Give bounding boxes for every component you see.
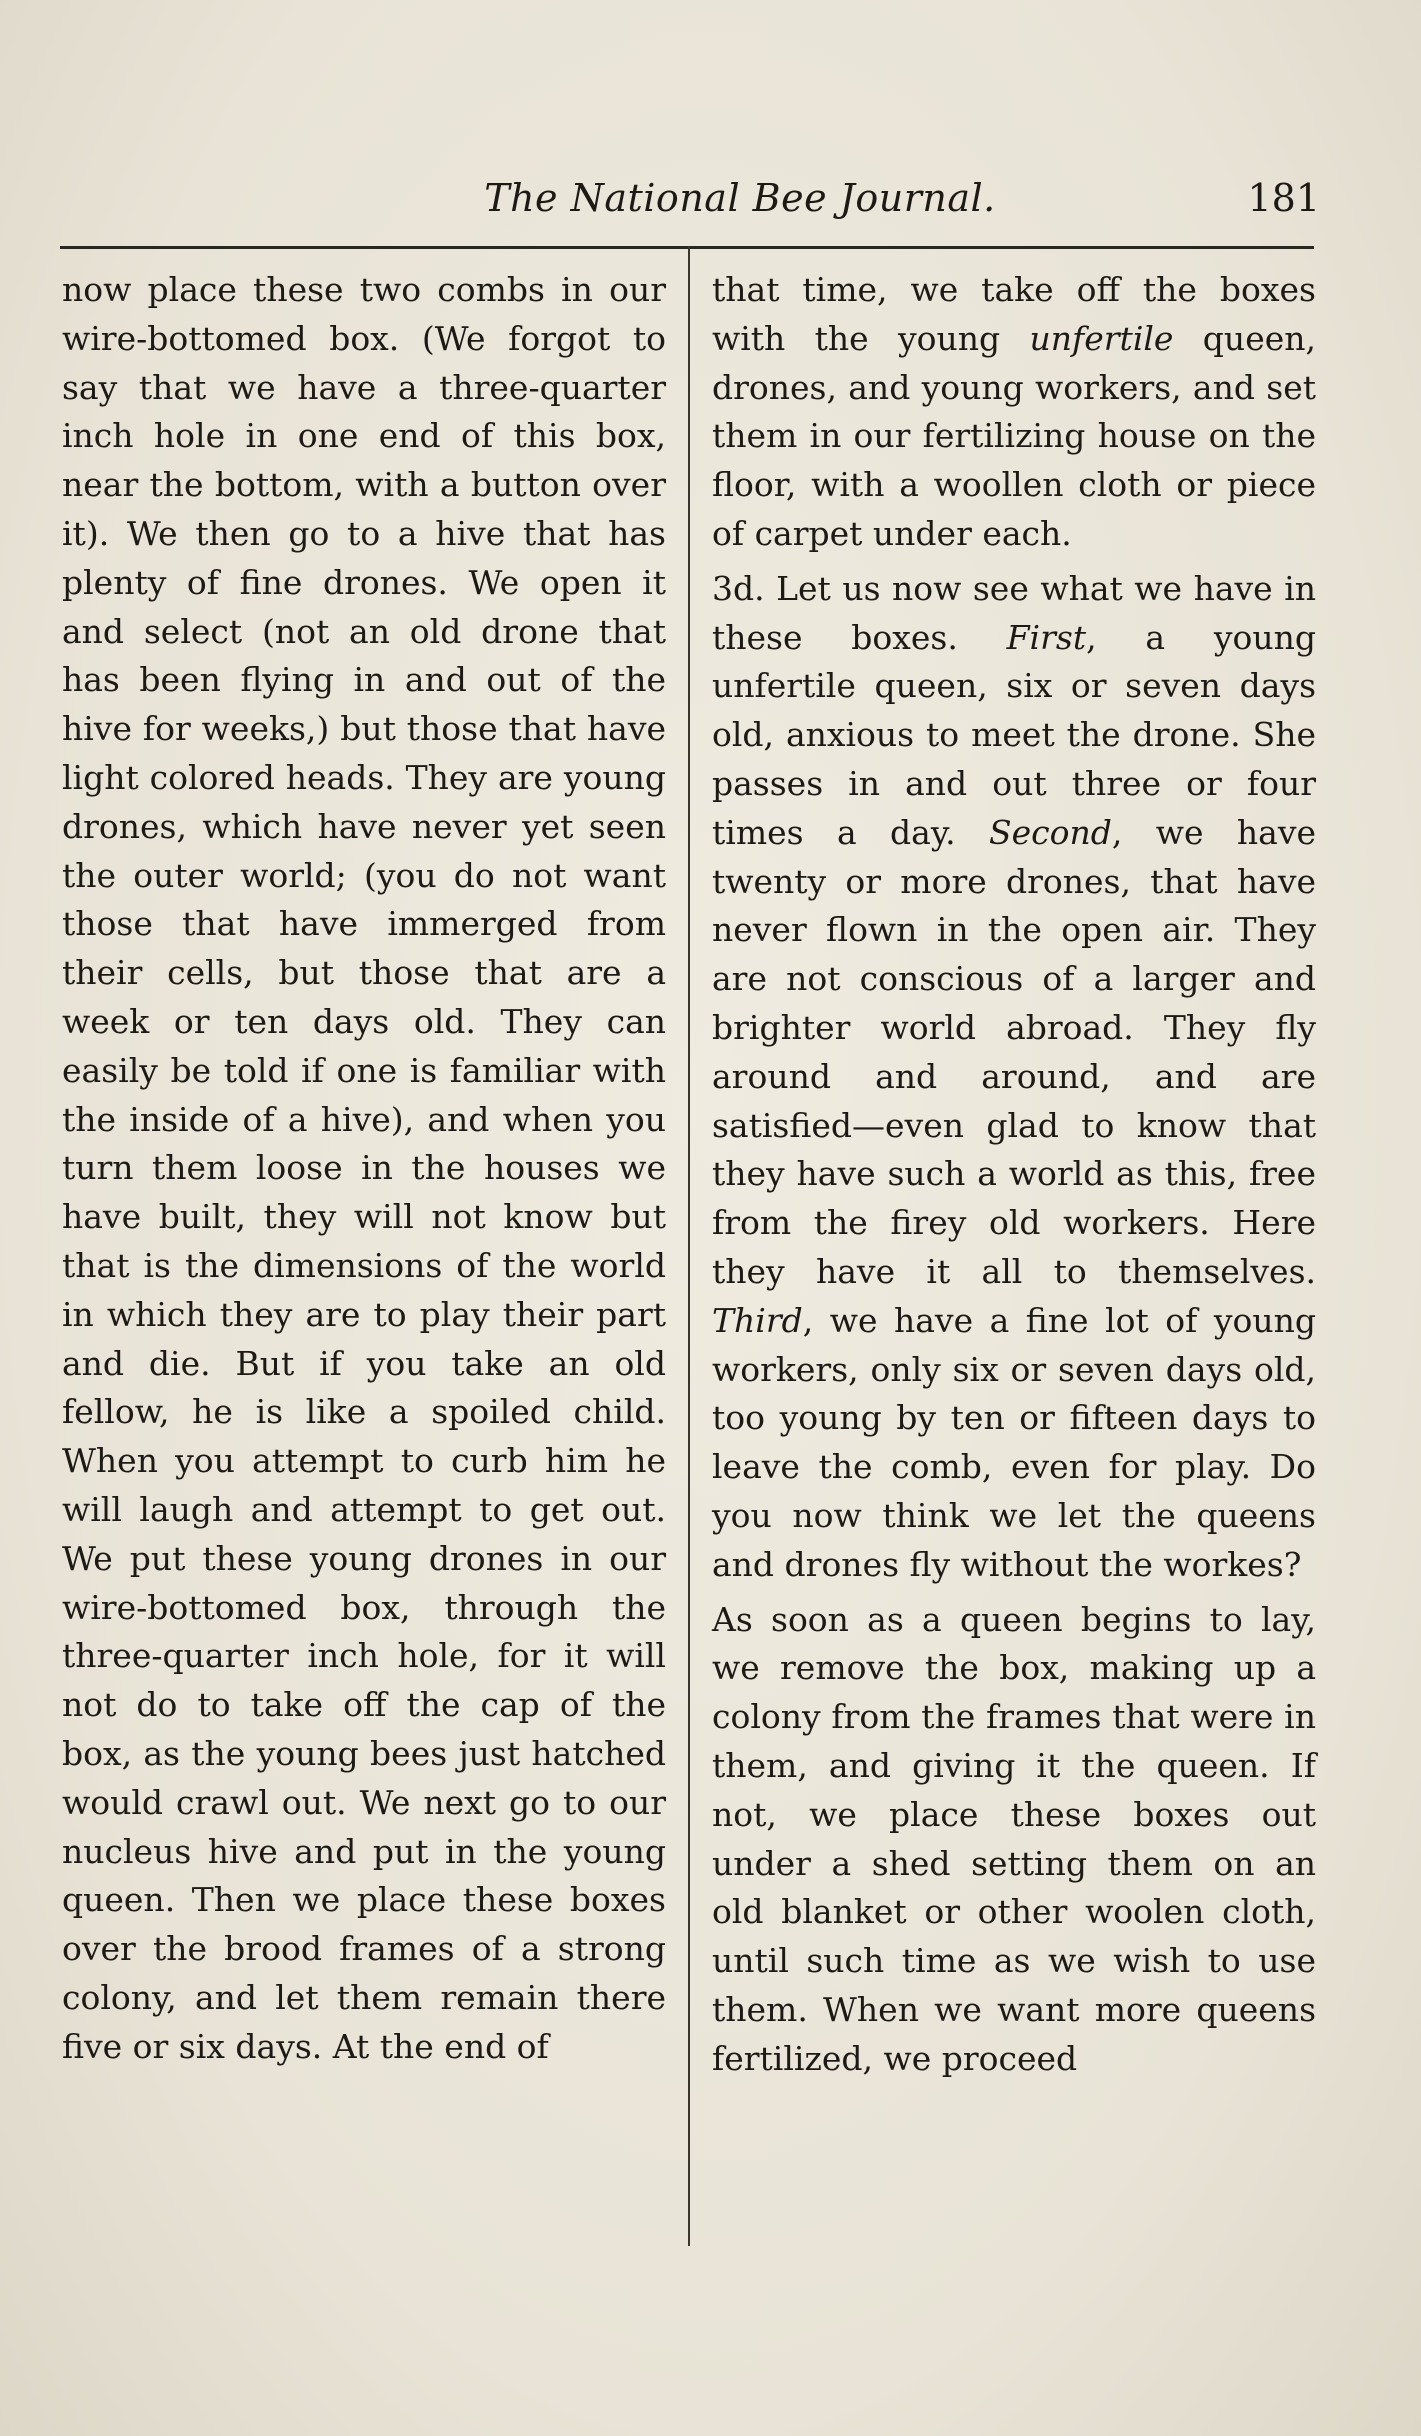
italic-text: Third bbox=[712, 1300, 803, 1340]
text-run: , we have a fine lot of young workers, only six or seven days old, too young by ten or fifteen days to leave the comb, even for play. Do you now think we let the queens and drones fly without the workes? bbox=[712, 1300, 1316, 1584]
right-column-paragraph-3: As soon as a queen begins to lay, we remove the box, making up a colony from the frames that were in them, and giving it the queen. If not, we place these boxes out under a shed setting them on an old blanket or other woolen cloth, until such time as we wish to use them. When we want more queens fertilized, we proceed bbox=[712, 1599, 1316, 2078]
right-column-paragraph-1 bbox=[712, 266, 1316, 559]
text-run: queen, drones, and young workers, and set them in our fertilizing house on the floor, with a woollen cloth or piece of carpet under each. bbox=[712, 318, 1316, 553]
column-divider bbox=[688, 246, 690, 2246]
text-run: , we have twenty or more drones, that have never flown in the open air. They are not conscious of a larger and brighter world abroad. They fly around and around, and are satisfied—even glad to know that they have such a world as this, free from the firey old workers. Here they have it all to themselves. bbox=[712, 812, 1316, 1291]
italic-text: unfertile bbox=[1029, 318, 1174, 358]
text-run: that time, we take off the boxes with the young bbox=[712, 270, 1316, 358]
italic-text: Second bbox=[988, 812, 1112, 852]
page-number: 181 bbox=[1247, 176, 1320, 220]
running-title: The National Bee Journal. bbox=[484, 176, 996, 220]
text-run: 3d. Let us now see what we have in these boxes. bbox=[712, 568, 1316, 657]
left-column-paragraph: now place these two combs in our wire-bottomed box. (We forgot to say that we have a three-quarter inch hole in one end of this box, near the bottom, with a button over it). We then go to a hive that has plenty of fine drones. We open it and select (not an old drone that has been flying in and out of the hive for weeks,) but those that have light colored heads. They are young drones, which have never yet seen the outer world; (you do not want those that have immerged from their cells, but those that are a week or ten days old. They can easily be told if one is familiar with the inside of a hive), and when you turn them loose in the houses we have built, they will not know but that is the dimensions of the world in which they are to play their part and die. But if you take an old fellow, he is like a spoiled child. When you attempt to curb him he will laugh and attempt to get out. We put these young drones in our wire-bottomed box, through the three-quarter inch hole, for it will not do to take off the cap of the box, as the young bees just hatched would crawl out. We next go to our nucleus hive and put in the young queen. Then we place these boxes over the brood frames of a strong colony, and let them remain there five or six days. At the end of bbox=[62, 270, 666, 2066]
right-column bbox=[712, 266, 1316, 2083]
right-column-paragraph-2 bbox=[712, 565, 1316, 1590]
italic-text: First bbox=[1006, 617, 1087, 657]
page-header bbox=[60, 168, 1320, 228]
text-run: , a young unfertile queen, six or seven days old, anxious to meet the drone. She passes in and out three or four times a day. bbox=[712, 617, 1316, 852]
header-rule bbox=[60, 246, 1314, 249]
left-column bbox=[62, 266, 666, 2071]
